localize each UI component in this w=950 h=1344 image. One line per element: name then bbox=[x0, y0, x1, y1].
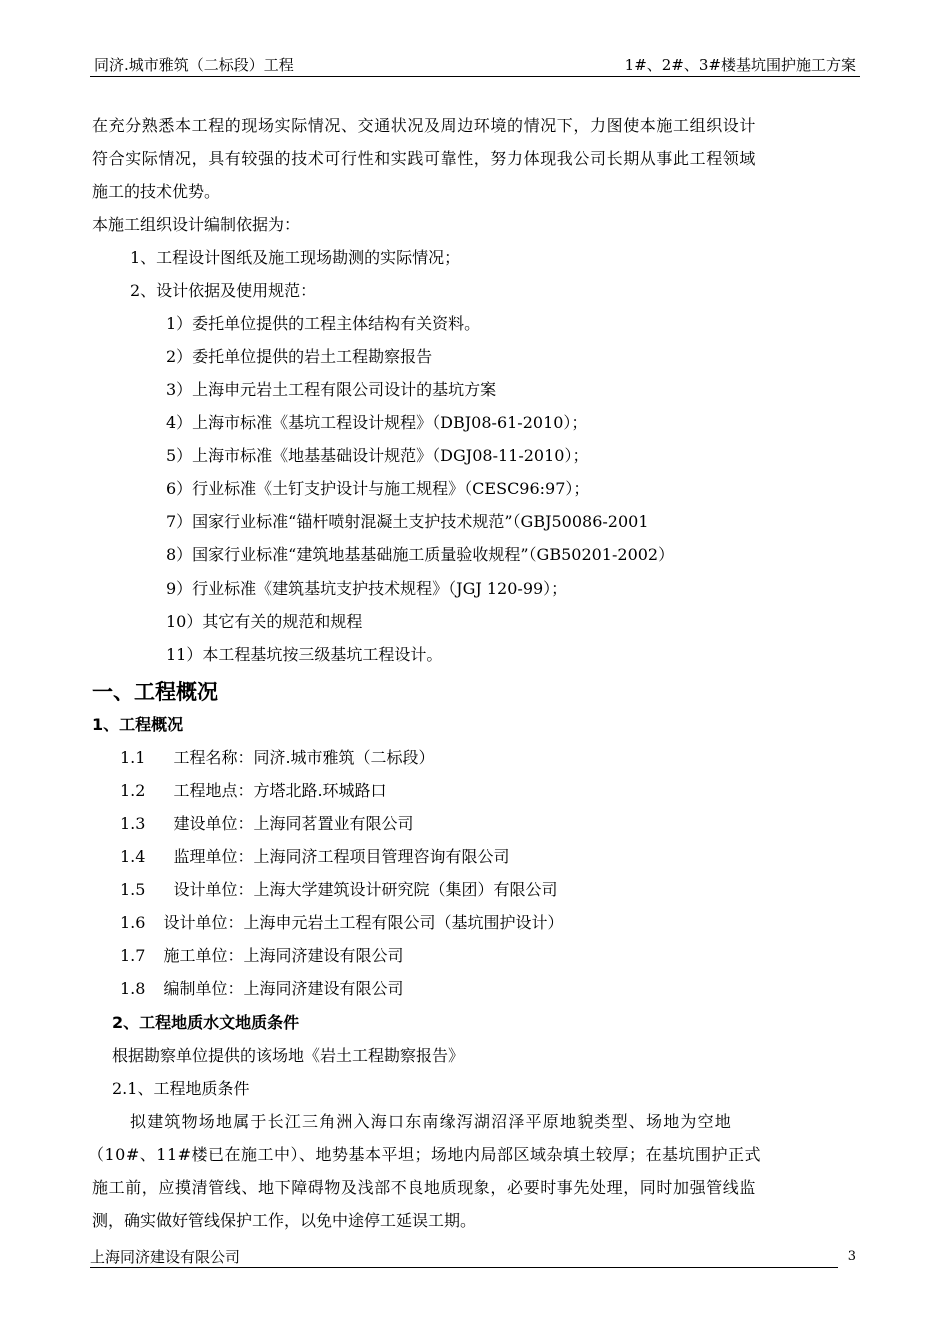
project-info-item bbox=[120, 845, 509, 869]
standard-item: 5）上海市标准《地基基础设计规范》（DGJ08-11-2010）； bbox=[166, 446, 589, 465]
subsection-heading: 1、工程概况 bbox=[92, 715, 184, 734]
basis-item: 1、工程设计图纸及施工现场勘测的实际情况； bbox=[130, 248, 461, 267]
paragraph-line: 根据勘察单位提供的该场地《岩土工程勘察报告》 bbox=[112, 1046, 465, 1065]
item-text: 工程地点：方塔北路.环城路口 bbox=[173, 781, 387, 800]
item-text: 施工单位：上海同济建设有限公司 bbox=[163, 946, 404, 965]
project-info-item bbox=[120, 944, 403, 968]
paragraph-line: 施工前，应摸清管线、地下障碍物及浅部不良地质现象，必要时事先处理，同时加强管线监 bbox=[92, 1178, 757, 1197]
standard-item: 6）行业标准《土钉支护设计与施工规程》（CESC96:97）； bbox=[166, 479, 590, 498]
footer-company: 上海同济建设有限公司 bbox=[90, 1246, 838, 1268]
item-number: 1.7 bbox=[120, 946, 146, 965]
basis-item: 2、设计依据及使用规范： bbox=[130, 281, 317, 300]
page-number: 3 bbox=[847, 1249, 856, 1264]
standard-item: 4）上海市标准《基坑工程设计规程》（DBJ08-61-2010）； bbox=[166, 413, 588, 432]
item-text: 设计单位：上海大学建筑设计研究院（集团）有限公司 bbox=[173, 880, 558, 899]
project-info-item bbox=[120, 911, 563, 935]
item-number: 1.6 bbox=[120, 913, 146, 932]
project-info-item bbox=[120, 746, 435, 770]
standard-item: 7）国家行业标准“锚杆喷射混凝土支护技术规范”（GBJ50086-2001 bbox=[166, 512, 649, 531]
intro-line: 在充分熟悉本工程的现场实际情况、交通状况及周边环境的情况下，力图使本施工组织设计 bbox=[92, 116, 757, 135]
item-text: 建设单位：上海同茗置业有限公司 bbox=[173, 814, 414, 833]
standard-item: 8）国家行业标准“建筑地基基础施工质量验收规程”（GB50201-2002） bbox=[166, 545, 675, 564]
standard-item: 11）本工程基坑按三级基坑工程设计。 bbox=[166, 645, 443, 664]
paragraph-line: 测，确实做好管线保护工作，以免中途停工延误工期。 bbox=[92, 1211, 477, 1230]
project-info-item bbox=[120, 779, 387, 803]
header-document-title: 1#、2#、3#楼基坑围护施工方案 bbox=[624, 56, 856, 74]
paragraph-line: （10#、11#楼已在施工中）、地势基本平坦；场地内局部区域杂填土较厚；在基坑围护正式 bbox=[88, 1145, 762, 1164]
item-text: 设计单位：上海申元岩土工程有限公司（基坑围护设计） bbox=[163, 913, 564, 932]
item-number: 1.4 bbox=[120, 847, 146, 866]
project-info-item bbox=[120, 878, 557, 902]
item-number: 1.8 bbox=[120, 979, 146, 998]
paragraph-line: 拟建筑物场地属于长江三角洲入海口东南缘泻湖沼泽平原地貌类型、场地为空地 bbox=[130, 1112, 733, 1131]
intro-line: 符合实际情况，具有较强的技术可行性和实践可靠性，努力体现我公司长期从事此工程领域 bbox=[92, 149, 757, 168]
page-header bbox=[90, 54, 860, 77]
item-number: 1.2 bbox=[120, 781, 146, 800]
header-project-name: 同济.城市雅筑（二标段）工程 bbox=[94, 56, 294, 74]
item-text: 工程名称：同济.城市雅筑（二标段） bbox=[173, 748, 435, 767]
intro-line: 施工的技术优势。 bbox=[92, 182, 221, 201]
item-number: 1.3 bbox=[120, 814, 146, 833]
basis-heading: 本施工组织设计编制依据为： bbox=[92, 215, 301, 234]
standard-item: 1）委托单位提供的工程主体结构有关资料。 bbox=[166, 314, 481, 333]
subsection-heading: 2.1、工程地质条件 bbox=[112, 1079, 250, 1098]
page-footer bbox=[90, 1246, 860, 1268]
item-text: 监理单位：上海同济工程项目管理咨询有限公司 bbox=[173, 847, 510, 866]
standard-item: 2）委托单位提供的岩土工程勘察报告 bbox=[166, 347, 433, 366]
subsection-heading: 2、工程地质水文地质条件 bbox=[112, 1013, 300, 1032]
standard-item: 10）其它有关的规范和规程 bbox=[166, 612, 363, 631]
item-number: 1.5 bbox=[120, 880, 146, 899]
standard-item: 9）行业标准《建筑基坑支护技术规程》（JGJ 120-99）； bbox=[166, 579, 568, 598]
item-number: 1.1 bbox=[120, 748, 146, 767]
section-heading: 一、工程概况 bbox=[92, 680, 218, 704]
project-info-item bbox=[120, 812, 413, 836]
standard-item: 3）上海申元岩土工程有限公司设计的基坑方案 bbox=[166, 380, 497, 399]
item-text: 编制单位：上海同济建设有限公司 bbox=[163, 979, 404, 998]
project-info-item bbox=[120, 977, 403, 1001]
